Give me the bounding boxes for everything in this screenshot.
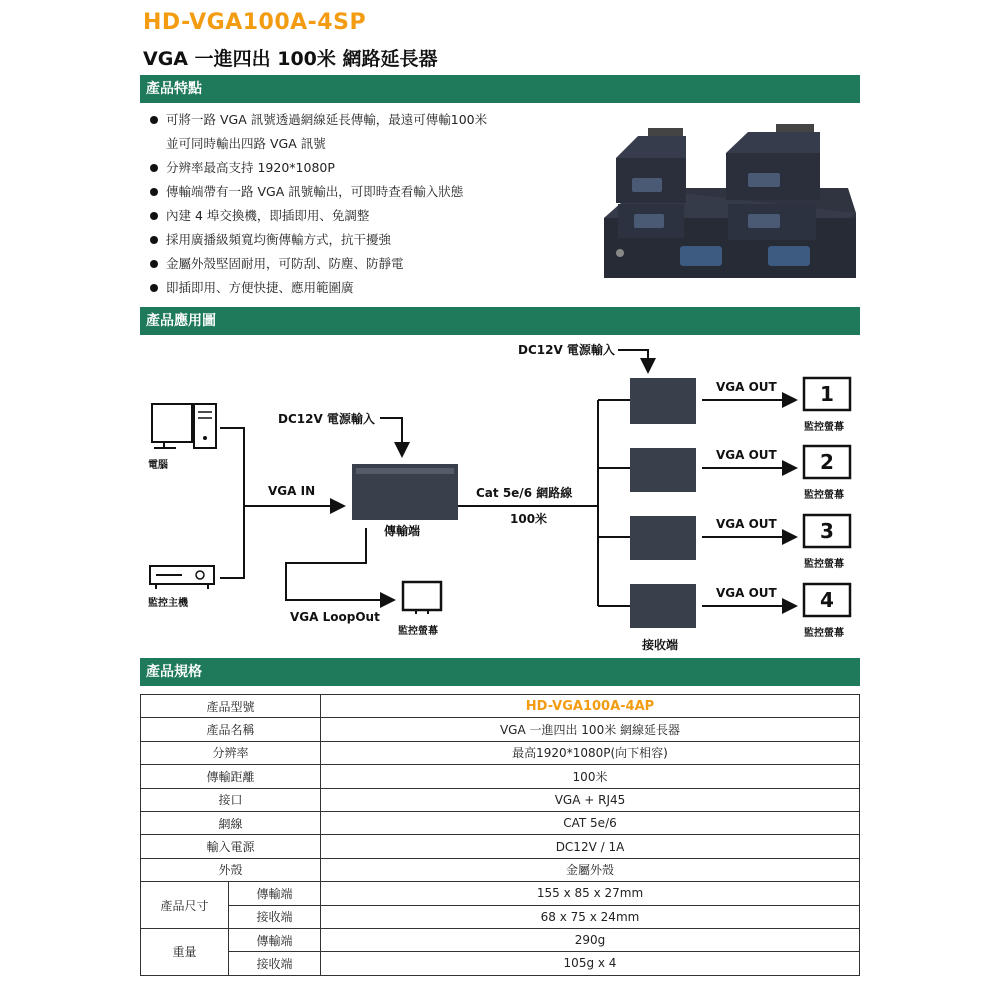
spec-value: 155 x 85 x 27mm	[321, 882, 860, 905]
cable-label: Cat 5e/6 網路線	[476, 486, 573, 500]
spec-value: 290g	[321, 928, 860, 951]
table-row	[141, 811, 860, 834]
spec-value: 68 x 75 x 24mm	[321, 905, 860, 928]
table-row	[141, 835, 860, 858]
transmitter-label: 傳輸端	[384, 524, 421, 538]
spec-value: 最高1920*1080P(向下相容)	[321, 741, 860, 764]
spec-label: 外殼	[141, 858, 321, 881]
table-row	[141, 905, 860, 928]
feature-item: 即插即用、方便快捷、應用範圍廣	[150, 276, 590, 300]
monitor-number: 3	[820, 519, 834, 543]
vga-out-label: VGA OUT	[716, 380, 777, 394]
pc-label: 電腦	[148, 460, 168, 471]
section-features-header	[140, 75, 860, 103]
section-application-header	[140, 307, 860, 335]
loopout-label: VGA LoopOut	[290, 610, 380, 624]
receiver-label: 接收端	[642, 638, 679, 652]
vga-out-label: VGA OUT	[716, 586, 777, 600]
section-application-title: 產品應用圖	[146, 313, 216, 329]
table-row	[141, 928, 860, 951]
receiver-device	[630, 378, 696, 628]
spec-sublabel: 接收端	[229, 952, 321, 975]
spec-label: 網線	[141, 811, 321, 834]
spec-value: DC12V / 1A	[321, 835, 860, 858]
feature-list	[150, 108, 590, 300]
table-row	[141, 788, 860, 811]
spec-label: 產品型號	[141, 695, 321, 718]
monitor-number: 2	[820, 450, 834, 474]
dc-power-left-label: DC12V 電源輸入	[278, 412, 375, 426]
product-subtitle: VGA 一進四出 100米 網路延長器	[143, 48, 438, 70]
spec-value: VGA 一進四出 100米 網線延長器	[321, 718, 860, 741]
feature-item: 內建 4 埠交換機，即插即用、免調整	[150, 204, 590, 228]
application-diagram	[140, 338, 860, 658]
spec-label: 輸入電源	[141, 835, 321, 858]
transmitter-device	[352, 464, 458, 520]
monitor-label: 監控螢幕	[804, 559, 844, 570]
monitor-number: 1	[820, 382, 834, 406]
monitor-label: 監控螢幕	[804, 490, 844, 501]
spec-label-size: 產品尺寸	[141, 882, 229, 929]
table-row	[141, 741, 860, 764]
section-specs-title: 產品規格	[146, 664, 202, 680]
dvr-label: 監控主機	[148, 598, 188, 609]
monitor-label: 監控螢幕	[804, 422, 844, 433]
distance-label: 100米	[510, 512, 548, 526]
spec-label: 接口	[141, 788, 321, 811]
vga-out-label: VGA OUT	[716, 448, 777, 462]
spec-label-weight: 重量	[141, 928, 229, 975]
feature-item: 傳輸端帶有一路 VGA 訊號輸出，可即時查看輸入狀態	[150, 180, 590, 204]
spec-value: CAT 5e/6	[321, 811, 860, 834]
spec-label: 產品名稱	[141, 718, 321, 741]
feature-item: 可將一路 VGA 訊號透過網線延長傳輸，最遠可傳輸100米	[150, 108, 590, 132]
local-monitor-icon	[403, 582, 441, 614]
table-row	[141, 718, 860, 741]
vga-in-label: VGA IN	[268, 484, 316, 498]
product-photo	[598, 118, 862, 286]
spec-value: VGA + RJ45	[321, 788, 860, 811]
spec-table	[140, 694, 860, 976]
table-row	[141, 765, 860, 788]
vga-out-label: VGA OUT	[716, 517, 777, 531]
spec-value-model: HD-VGA100A-4AP	[321, 695, 860, 718]
table-row	[141, 952, 860, 975]
spec-value: 金屬外殼	[321, 858, 860, 881]
dvr-icon	[150, 566, 214, 589]
feature-item: 分辨率最高支持 1920*1080P	[150, 156, 590, 180]
section-features-title: 產品特點	[146, 81, 202, 97]
monitor-number: 4	[820, 588, 834, 612]
table-row	[141, 882, 860, 905]
section-specs-header	[140, 658, 860, 686]
table-row	[141, 858, 860, 881]
spec-sublabel: 傳輸端	[229, 882, 321, 905]
spec-sublabel: 傳輸端	[229, 928, 321, 951]
feature-item: 採用廣播級頻寬均衡傳輸方式，抗干擾強	[150, 228, 590, 252]
table-row	[141, 695, 860, 718]
spec-value: 100米	[321, 765, 860, 788]
dc-power-top-label: DC12V 電源輸入	[518, 343, 615, 357]
feature-item: 金屬外殼堅固耐用，可防刮、防塵、防靜電	[150, 252, 590, 276]
spec-sublabel: 接收端	[229, 905, 321, 928]
spec-label: 分辨率	[141, 741, 321, 764]
spec-label: 傳輸距離	[141, 765, 321, 788]
pc-icon	[152, 404, 216, 448]
local-monitor-label: 監控螢幕	[398, 626, 438, 637]
feature-item-continued: 並可同時輸出四路 VGA 訊號	[166, 136, 326, 151]
model-title: HD-VGA100A-4SP	[143, 10, 367, 35]
spec-value: 105g x 4	[321, 952, 860, 975]
monitor-label: 監控螢幕	[804, 628, 844, 639]
